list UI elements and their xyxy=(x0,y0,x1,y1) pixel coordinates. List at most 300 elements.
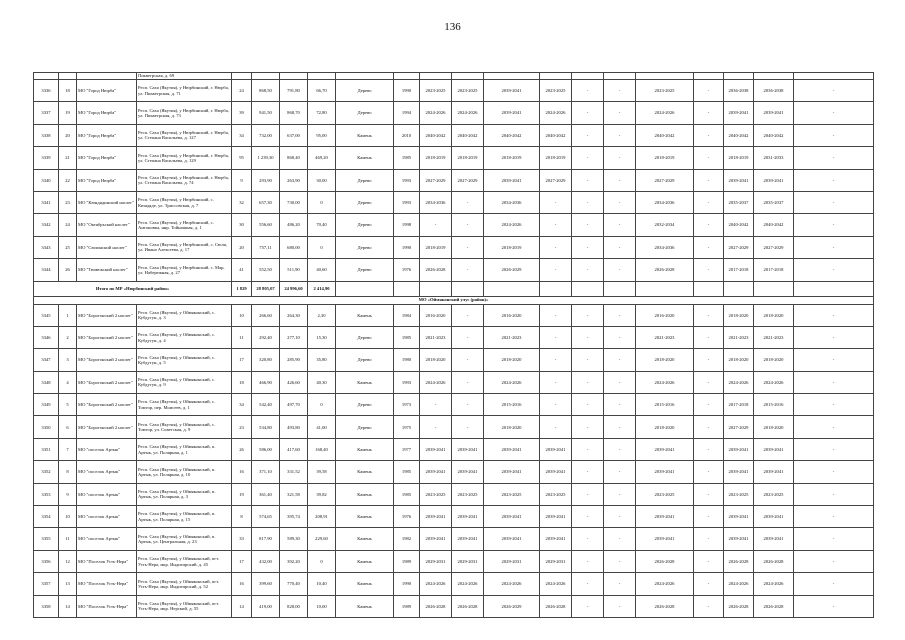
nonliving-area: 469,20 xyxy=(308,147,336,169)
row-number: 1 xyxy=(59,304,77,326)
year-built: 1982 xyxy=(394,528,420,550)
period-cell: - xyxy=(694,326,724,348)
period-cell: 2016-2020 xyxy=(636,304,694,326)
period-cell: 2039-2041 xyxy=(636,506,694,528)
address-cell: Пиьвегрская, д. 69 xyxy=(137,73,232,80)
period-cell: - xyxy=(540,214,572,236)
period-cell: - xyxy=(794,416,874,438)
total-area: 399,60 xyxy=(252,573,280,595)
period-cell: - xyxy=(452,371,484,393)
period-cell: 2029-2031 xyxy=(484,550,540,572)
period-cell: 2021-2023 xyxy=(420,326,452,348)
period-cell: 2024-2026 xyxy=(420,102,452,124)
period-cell: 2029-2031 xyxy=(452,550,484,572)
period-cell: - xyxy=(572,573,604,595)
period-cell: 2026-2028 xyxy=(724,550,754,572)
period-cell: 2024-2026 xyxy=(420,371,452,393)
table-row xyxy=(34,483,874,505)
period-cell: 2039-2041 xyxy=(540,438,572,460)
wall-material: Камень xyxy=(336,483,394,505)
address-cell: Респ. Саха (Якутия), у Оймяконский, с. Кубдугун, д. 4 xyxy=(137,326,232,348)
total-area: 419,00 xyxy=(252,595,280,617)
wall-material: Камень xyxy=(336,124,394,146)
period-cell: 2040-2042 xyxy=(636,124,694,146)
flats-count: 24 xyxy=(232,80,252,102)
period-cell: - xyxy=(540,394,572,416)
period-cell: - xyxy=(794,214,874,236)
wall-material: Дерево xyxy=(336,416,394,438)
address-cell: Респ. Саха (Якутия), у Оймяконский, п. Артык, ул. Центральная, д. 23 xyxy=(137,528,232,550)
period-cell: - xyxy=(694,259,724,281)
registry-number: 3352 xyxy=(34,461,59,483)
period-cell: 2024-2026 xyxy=(484,573,540,595)
municipality-cell: МО "поселок Артык" xyxy=(77,438,137,460)
period-cell: - xyxy=(794,349,874,371)
municipality-cell: МО "Борогонский 2 наслег" xyxy=(77,304,137,326)
municipality-cell: МО "Сюлинский наслег" xyxy=(77,236,137,258)
period-cell: 2027-2029 xyxy=(754,236,794,258)
period-cell: 2039-2041 xyxy=(484,528,540,550)
period-cell: 2015-2016 xyxy=(754,394,794,416)
period-cell: - xyxy=(794,573,874,595)
registry-number: 3339 xyxy=(34,147,59,169)
period-cell: 2040-2042 xyxy=(724,124,754,146)
period-cell: 2034-2036 xyxy=(484,191,540,213)
total-flats: 1 829 xyxy=(232,281,252,296)
period-cell: - xyxy=(604,236,636,258)
flats-count: 33 xyxy=(232,528,252,550)
period-cell: - xyxy=(794,259,874,281)
period-cell: 2018-2020 xyxy=(636,349,694,371)
registry-number: 3357 xyxy=(34,573,59,595)
period-cell: 2018-2020 xyxy=(754,304,794,326)
table-row xyxy=(34,259,874,281)
period-cell: 2029-2031 xyxy=(540,550,572,572)
total-area: 293,90 xyxy=(252,169,280,191)
table-row xyxy=(34,371,874,393)
table-rows-oymyakon xyxy=(34,304,874,617)
period-cell: 2018-2020 xyxy=(484,416,540,438)
address-cell: Респ. Саха (Якутия), у Оймяконский, п. Артык, ул. Полярная, д. 1 xyxy=(137,438,232,460)
row-number: 20 xyxy=(59,124,77,146)
nonliving-area: 15,30 xyxy=(308,326,336,348)
period-cell: - xyxy=(794,236,874,258)
row-number: 5 xyxy=(59,394,77,416)
total-area: 868,50 xyxy=(252,80,280,102)
year-built: 1985 xyxy=(394,461,420,483)
period-cell: 2024-2026 xyxy=(636,371,694,393)
period-cell: 2027-2029 xyxy=(636,169,694,191)
total-area: 732,00 xyxy=(252,124,280,146)
municipality-cell: МО "Поселок Усть-Нера" xyxy=(77,550,137,572)
row-number: 23 xyxy=(59,191,77,213)
period-cell: - xyxy=(694,80,724,102)
nonliving-area: 229,60 xyxy=(308,528,336,550)
period-cell: - xyxy=(604,461,636,483)
flats-count: 16 xyxy=(232,573,252,595)
year-built: 1980 xyxy=(394,349,420,371)
period-cell: - xyxy=(452,236,484,258)
period-cell: - xyxy=(452,326,484,348)
registry-number: 3356 xyxy=(34,550,59,572)
row-number: 22 xyxy=(59,169,77,191)
continuation-row xyxy=(34,73,874,80)
nonliving-area: 0 xyxy=(308,236,336,258)
period-cell: - xyxy=(694,102,724,124)
municipality-cell: МО "Борогонский 2 наслег" xyxy=(77,349,137,371)
period-cell: - xyxy=(572,483,604,505)
period-cell: 2023-2025 xyxy=(452,483,484,505)
period-cell: 2039-2041 xyxy=(754,461,794,483)
period-cell: 2039-2041 xyxy=(484,80,540,102)
period-cell: 2039-2041 xyxy=(724,506,754,528)
period-cell: 2040-2042 xyxy=(754,214,794,236)
period-cell: 2018-2020 xyxy=(724,304,754,326)
total-area: 28 805,07 xyxy=(252,281,280,296)
period-cell: 2018-2019 xyxy=(452,147,484,169)
period-cell: 2039-2041 xyxy=(754,506,794,528)
period-cell: - xyxy=(794,438,874,460)
period-cell: - xyxy=(794,461,874,483)
total-area: 432,00 xyxy=(252,550,280,572)
period-cell: 2026-2028 xyxy=(452,595,484,617)
period-cell: 2024-2026 xyxy=(452,102,484,124)
wall-material: Камень xyxy=(336,595,394,617)
period-cell: 2024-2026 xyxy=(724,371,754,393)
municipality-header-row xyxy=(34,296,874,304)
period-cell: - xyxy=(572,349,604,371)
registry-number: 3343 xyxy=(34,236,59,258)
table-row xyxy=(34,394,874,416)
period-cell: - xyxy=(794,506,874,528)
registry-number: 3337 xyxy=(34,102,59,124)
period-cell: - xyxy=(694,236,724,258)
row-number: 11 xyxy=(59,528,77,550)
flats-count: 8 xyxy=(232,506,252,528)
total-area: 574,65 xyxy=(252,506,280,528)
period-cell: 2039-2041 xyxy=(754,528,794,550)
period-cell: 2039-2041 xyxy=(724,461,754,483)
period-cell: - xyxy=(694,595,724,617)
period-cell: 2026-2029 xyxy=(484,259,540,281)
period-cell: - xyxy=(572,80,604,102)
period-cell: 2027-2029 xyxy=(724,416,754,438)
nonliving-area: 70,40 xyxy=(308,214,336,236)
period-cell: 2026-2028 xyxy=(540,595,572,617)
registry-number: 3338 xyxy=(34,124,59,146)
registry-number: 3347 xyxy=(34,349,59,371)
year-built: 1976 xyxy=(394,259,420,281)
total-label: Итого по МР «Нюрбинский район» xyxy=(34,281,232,296)
living-area: 497,70 xyxy=(280,394,308,416)
wall-material: Камень xyxy=(336,573,394,595)
period-cell: - xyxy=(604,147,636,169)
municipality-cell: МО "Город Нюрба" xyxy=(77,169,137,191)
municipality-cell: МО "Город Нюрба" xyxy=(77,102,137,124)
registry-number: 3351 xyxy=(34,438,59,460)
year-built: 1998 xyxy=(394,214,420,236)
row-number: 12 xyxy=(59,550,77,572)
period-cell: - xyxy=(572,550,604,572)
period-cell: - xyxy=(794,528,874,550)
address-cell: Респ. Саха (Якутия), у Оймяконский, с. Томтор, пер. Моисеев, д. 1 xyxy=(137,394,232,416)
address-cell: Респ. Саха (Якутия), у Нюрбинский, с. Кюндяде, ул. Триссовская, д. 7 xyxy=(137,191,232,213)
nonliving-area: 10,00 xyxy=(308,595,336,617)
wall-material: Камень xyxy=(336,147,394,169)
period-cell: 2018-2020 xyxy=(484,349,540,371)
year-built: 1977 xyxy=(394,438,420,460)
period-cell: 2023-2025 xyxy=(724,483,754,505)
nonliving-area: 0 xyxy=(308,191,336,213)
period-cell: 2040-2042 xyxy=(420,124,452,146)
flats-count: 17 xyxy=(232,550,252,572)
period-cell: - xyxy=(572,304,604,326)
total-area: 371,10 xyxy=(252,461,280,483)
period-cell: - xyxy=(694,506,724,528)
period-cell: 2021-2023 xyxy=(754,326,794,348)
flats-count: 14 xyxy=(232,595,252,617)
period-cell: - xyxy=(604,80,636,102)
period-cell: 2040-2042 xyxy=(754,124,794,146)
period-cell: 2018-2019 xyxy=(420,236,452,258)
flats-count: 34 xyxy=(232,394,252,416)
table-body xyxy=(34,73,874,80)
period-cell: 2017-2018 xyxy=(754,259,794,281)
address-cell: Респ. Саха (Якутия), у Нюрбинский, с. Сюля, ул. Ивана Алексеева, д. 17 xyxy=(137,236,232,258)
period-cell: - xyxy=(694,483,724,505)
table-row xyxy=(34,169,874,191)
registry-number: 3348 xyxy=(34,371,59,393)
living-area: 493,80 xyxy=(280,416,308,438)
period-cell: - xyxy=(604,214,636,236)
living-area: 486,20 xyxy=(280,214,308,236)
period-cell: 2034-2036 xyxy=(636,236,694,258)
period-cell: 2026-2028 xyxy=(636,595,694,617)
living-area: 770,40 xyxy=(280,573,308,595)
period-cell: 2040-2042 xyxy=(724,214,754,236)
period-cell: - xyxy=(694,528,724,550)
address-cell: Респ. Саха (Якутия), у Оймяконский, с. Кубдугун, д. 5 xyxy=(137,349,232,371)
period-cell: 2018-2020 xyxy=(420,349,452,371)
total-area: 757,11 xyxy=(252,236,280,258)
living-area: 730,00 xyxy=(280,191,308,213)
year-built: 1989 xyxy=(394,550,420,572)
period-cell: 2026-2028 xyxy=(724,595,754,617)
period-cell: - xyxy=(540,304,572,326)
table-row xyxy=(34,102,874,124)
table-row xyxy=(34,595,874,617)
municipality-cell: МО "Кюндядинский наслег" xyxy=(77,191,137,213)
nonliving-area: 30,00 xyxy=(308,169,336,191)
address-cell: Респ. Саха (Якутия), у Оймяконский, с. Кубдугун, д. 3 xyxy=(137,304,232,326)
year-built: 1989 xyxy=(394,595,420,617)
period-cell: 2034-2036 xyxy=(420,191,452,213)
period-cell: 2018-2019 xyxy=(636,147,694,169)
period-cell: 2039-2041 xyxy=(484,169,540,191)
total-area: 941,50 xyxy=(252,102,280,124)
address-cell: Респ. Саха (Якутия), у Нюрбинский, с. Мар, ул. Набережная, д. 27 xyxy=(137,259,232,281)
nonliving-area: 40,30 xyxy=(308,371,336,393)
flats-count: 41 xyxy=(232,259,252,281)
flats-count: 9 xyxy=(232,169,252,191)
year-built: 1990 xyxy=(394,236,420,258)
table-row xyxy=(34,528,874,550)
period-cell: - xyxy=(452,214,484,236)
living-area: 637,00 xyxy=(280,124,308,146)
living-area: 589,30 xyxy=(280,528,308,550)
row-number: 24 xyxy=(59,214,77,236)
table-row xyxy=(34,124,874,146)
living-area: 828,00 xyxy=(280,595,308,617)
period-cell: 2018-2020 xyxy=(636,416,694,438)
nonliving-area: 2,30 xyxy=(308,304,336,326)
nonliving-area: 0 xyxy=(308,550,336,572)
living-area: 868,70 xyxy=(280,102,308,124)
flats-count: 23 xyxy=(232,416,252,438)
period-cell: - xyxy=(794,80,874,102)
period-cell: - xyxy=(572,124,604,146)
municipality-cell: МО "Город Нюрба" xyxy=(77,147,137,169)
address-cell: Респ. Саха (Якутия), у Нюрбинский, г. Нюрба, ул. Пиьвегрская, д. 73 xyxy=(137,102,232,124)
registry-number: 3350 xyxy=(34,416,59,438)
address-cell: Респ. Саха (Якутия), у Нюрбинский, г. Нюрба, ул. Степана Васильева, д. 74 xyxy=(137,169,232,191)
period-cell: 2035-2037 xyxy=(724,191,754,213)
year-built: 2010 xyxy=(394,124,420,146)
flats-count: 95 xyxy=(232,147,252,169)
period-cell: 2027-2029 xyxy=(420,169,452,191)
address-cell: Респ. Саха (Якутия), у Оймяконский, пгт. Усть-Нера, мкр. Нерский, д. 55 xyxy=(137,595,232,617)
registry-number: 3342 xyxy=(34,214,59,236)
municipality-cell: МО "Борогонский 2 наслег" xyxy=(77,416,137,438)
address-cell: Респ. Саха (Якутия), у Нюрбинский, г. Нюрба, ул. Степана Васильева, д. 129 xyxy=(137,147,232,169)
period-cell: - xyxy=(694,124,724,146)
row-number: 10 xyxy=(59,506,77,528)
nonliving-area: 95,00 xyxy=(308,124,336,146)
period-cell: - xyxy=(794,550,874,572)
period-cell: - xyxy=(604,349,636,371)
period-cell: - xyxy=(420,416,452,438)
row-number: 8 xyxy=(59,461,77,483)
nonliving-area: 41,00 xyxy=(308,416,336,438)
period-cell: - xyxy=(572,438,604,460)
period-cell: - xyxy=(572,259,604,281)
nonliving-area: 35,80 xyxy=(308,349,336,371)
period-cell: - xyxy=(694,169,724,191)
table-row xyxy=(34,80,874,102)
address-cell: Респ. Саха (Якутия), у Оймяконский, п. Артык, ул. Полярная, д. 15 xyxy=(137,506,232,528)
period-cell: 2023-2025 xyxy=(540,483,572,505)
period-cell: - xyxy=(572,371,604,393)
period-cell: - xyxy=(604,573,636,595)
period-cell: - xyxy=(694,438,724,460)
period-cell: 2039-2041 xyxy=(636,461,694,483)
table-row xyxy=(34,304,874,326)
row-number: 18 xyxy=(59,80,77,102)
total-area: 586,00 xyxy=(252,438,280,460)
total-area: 1 239,30 xyxy=(252,147,280,169)
period-cell: 2039-2041 xyxy=(724,528,754,550)
period-cell: 2039-2041 xyxy=(724,438,754,460)
municipality-cell: МО "Город Нюрба" xyxy=(77,80,137,102)
address-cell: Респ. Саха (Якутия), у Нюрбинский, с. Антоновка, ннр. Тойнашкая, д. 1 xyxy=(137,214,232,236)
total-area: 552,50 xyxy=(252,259,280,281)
period-cell: - xyxy=(694,371,724,393)
period-cell: - xyxy=(794,394,874,416)
period-cell: 2024-2026 xyxy=(540,102,572,124)
period-cell: 2039-2041 xyxy=(452,528,484,550)
period-cell: - xyxy=(420,394,452,416)
period-cell: - xyxy=(572,169,604,191)
period-cell: 2023-2025 xyxy=(754,483,794,505)
address-cell: Респ. Саха (Якутия), у Оймяконский, пгт. Усть-Нера, мкр. Индигирский, д. 52 xyxy=(137,573,232,595)
period-cell: - xyxy=(794,102,874,124)
period-cell: - xyxy=(540,416,572,438)
registry-number: 3340 xyxy=(34,169,59,191)
period-cell: - xyxy=(572,191,604,213)
municipality-cell: МО "Борогонский 2 наслег" xyxy=(77,371,137,393)
period-cell: 2032-2034 xyxy=(636,214,694,236)
period-cell: 2027-2029 xyxy=(724,236,754,258)
municipality-cell: МО "поселок Артык" xyxy=(77,506,137,528)
period-cell: - xyxy=(572,506,604,528)
period-cell: - xyxy=(694,573,724,595)
flats-count: 18 xyxy=(232,371,252,393)
period-cell: - xyxy=(604,528,636,550)
period-cell: 2015-2016 xyxy=(484,394,540,416)
period-cell: - xyxy=(572,528,604,550)
period-cell: 2023-2025 xyxy=(636,483,694,505)
period-cell: - xyxy=(604,483,636,505)
total-area: 292,40 xyxy=(252,326,280,348)
period-cell: 2023-2025 xyxy=(452,80,484,102)
period-cell: - xyxy=(694,550,724,572)
living-area: 395,74 xyxy=(280,506,308,528)
flats-count: 34 xyxy=(232,124,252,146)
table-row xyxy=(34,326,874,348)
address-cell: Респ. Саха (Якутия), у Оймяконский, с. Томтор, ул. Советская, д. 9 xyxy=(137,416,232,438)
year-built: 1990 xyxy=(394,573,420,595)
living-area: 264,30 xyxy=(280,304,308,326)
period-cell: - xyxy=(572,416,604,438)
period-cell: - xyxy=(540,371,572,393)
period-cell: - xyxy=(794,304,874,326)
address-cell: Респ. Саха (Якутия), у Нюрбинский, г. Нюрба, ул. Степана Васильева, д. 127 xyxy=(137,124,232,146)
flats-count: 19 xyxy=(232,483,252,505)
table-row xyxy=(34,191,874,213)
municipality-cell: МО "Поселок Усть-Нера" xyxy=(77,573,137,595)
wall-material: Дерево xyxy=(336,169,394,191)
period-cell: 2039-2041 xyxy=(484,438,540,460)
nonliving-area: 66,70 xyxy=(308,80,336,102)
period-cell: - xyxy=(452,259,484,281)
period-cell: - xyxy=(604,394,636,416)
address-cell: Респ. Саха (Якутия), у Оймяконский, п. Артык, ул. Полярная, д. 10 xyxy=(137,461,232,483)
period-cell: 2026-2028 xyxy=(420,595,452,617)
period-cell: - xyxy=(604,371,636,393)
nonliving-area: 208,91 xyxy=(308,506,336,528)
year-built: 1985 xyxy=(394,147,420,169)
period-cell: 2024-2026 xyxy=(754,573,794,595)
period-cell: - xyxy=(572,147,604,169)
table-rows-nyurba xyxy=(34,80,874,282)
period-cell: - xyxy=(604,102,636,124)
wall-material: Дерево xyxy=(336,102,394,124)
living-area: 285,90 xyxy=(280,349,308,371)
period-cell: - xyxy=(794,169,874,191)
living-area: 277,10 xyxy=(280,326,308,348)
period-cell: 2018-2020 xyxy=(754,416,794,438)
flats-count: 16 xyxy=(232,461,252,483)
